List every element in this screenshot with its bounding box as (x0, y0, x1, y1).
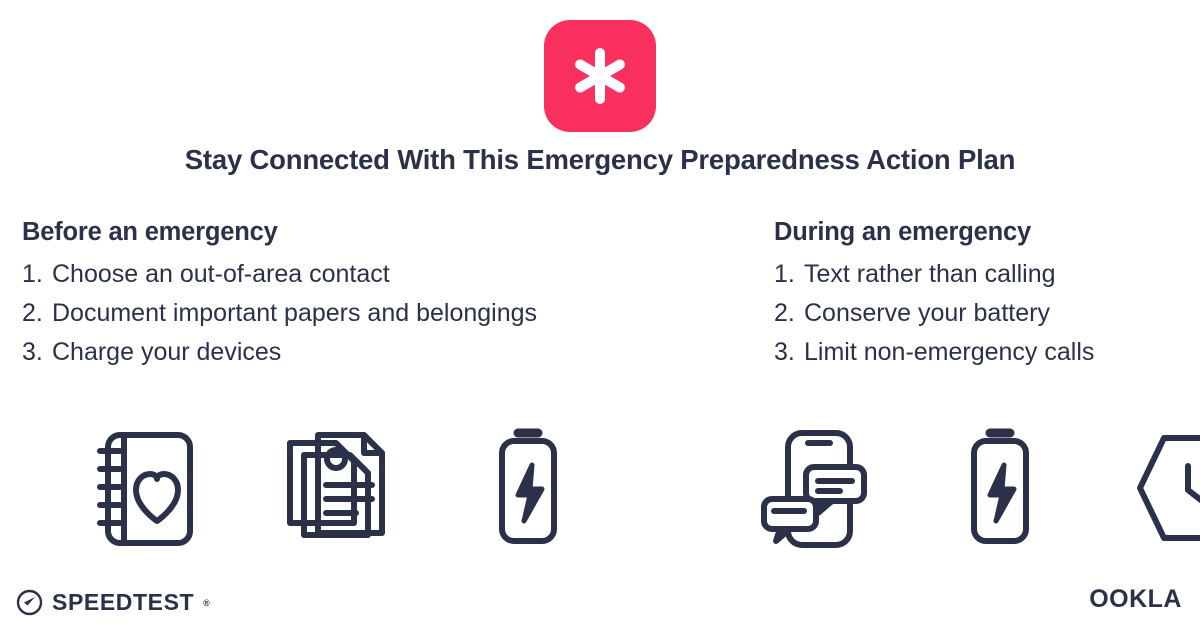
trademark-symbol: ® (203, 597, 210, 608)
list-item (774, 294, 1194, 333)
list-item-number: 1. (774, 260, 795, 288)
list-item-number: 1. (22, 260, 43, 288)
battery-bolt-icon (488, 423, 568, 553)
column-heading-during: During an emergency (774, 218, 1031, 246)
icon-cell (1118, 418, 1200, 558)
logo-badge-wrapper (0, 20, 1200, 132)
list-item-label: Document important papers and belongings (52, 299, 538, 327)
speedtest-badge (544, 20, 656, 132)
icon-cell (74, 418, 214, 558)
list-item-number: 3. (774, 338, 795, 366)
speedtest-gauge-icon (16, 589, 43, 616)
speedtest-wordmark: SPEEDTEST (52, 589, 195, 615)
list-item-label: Text rather than calling (804, 260, 1056, 288)
speedtest-asterisk-icon (568, 44, 632, 108)
list-item (22, 255, 742, 294)
page-title: Stay Connected With This Emergency Preparedness Action Plan (184, 144, 1016, 175)
documents-stack-icon (274, 423, 399, 553)
hexagon-clock-icon (1126, 426, 1200, 551)
ookla-logo (1089, 585, 1182, 614)
list-item-label: Conserve your battery (804, 299, 1050, 327)
ookla-wordmark: OOKLA (1089, 585, 1182, 613)
icon-cell (266, 418, 406, 558)
list-item-label: Choose an out-of-area contact (52, 260, 390, 288)
list-before-emergency (22, 255, 742, 372)
list-item (774, 255, 1194, 294)
battery-bolt-icon (960, 423, 1040, 553)
list-item (22, 294, 742, 333)
notebook-heart-icon (84, 423, 204, 553)
icon-cell (458, 418, 598, 558)
list-item-number: 2. (774, 299, 795, 327)
phone-message-icon (750, 423, 875, 553)
icon-cell (930, 418, 1070, 558)
list-item (22, 333, 742, 372)
list-item-number: 3. (22, 338, 43, 366)
column-before-emergency (22, 218, 742, 372)
icon-row-before (74, 418, 598, 558)
list-item (774, 333, 1194, 372)
icon-cell (742, 418, 882, 558)
column-heading-before: Before an emergency (22, 218, 278, 246)
column-during-emergency (774, 218, 1194, 372)
icon-row-during (742, 418, 1200, 558)
list-item-label: Limit non-emergency calls (804, 338, 1095, 366)
list-item-number: 2. (22, 299, 43, 327)
list-item-label: Charge your devices (52, 338, 282, 366)
list-during-emergency (774, 255, 1194, 372)
speedtest-logo (16, 589, 210, 616)
